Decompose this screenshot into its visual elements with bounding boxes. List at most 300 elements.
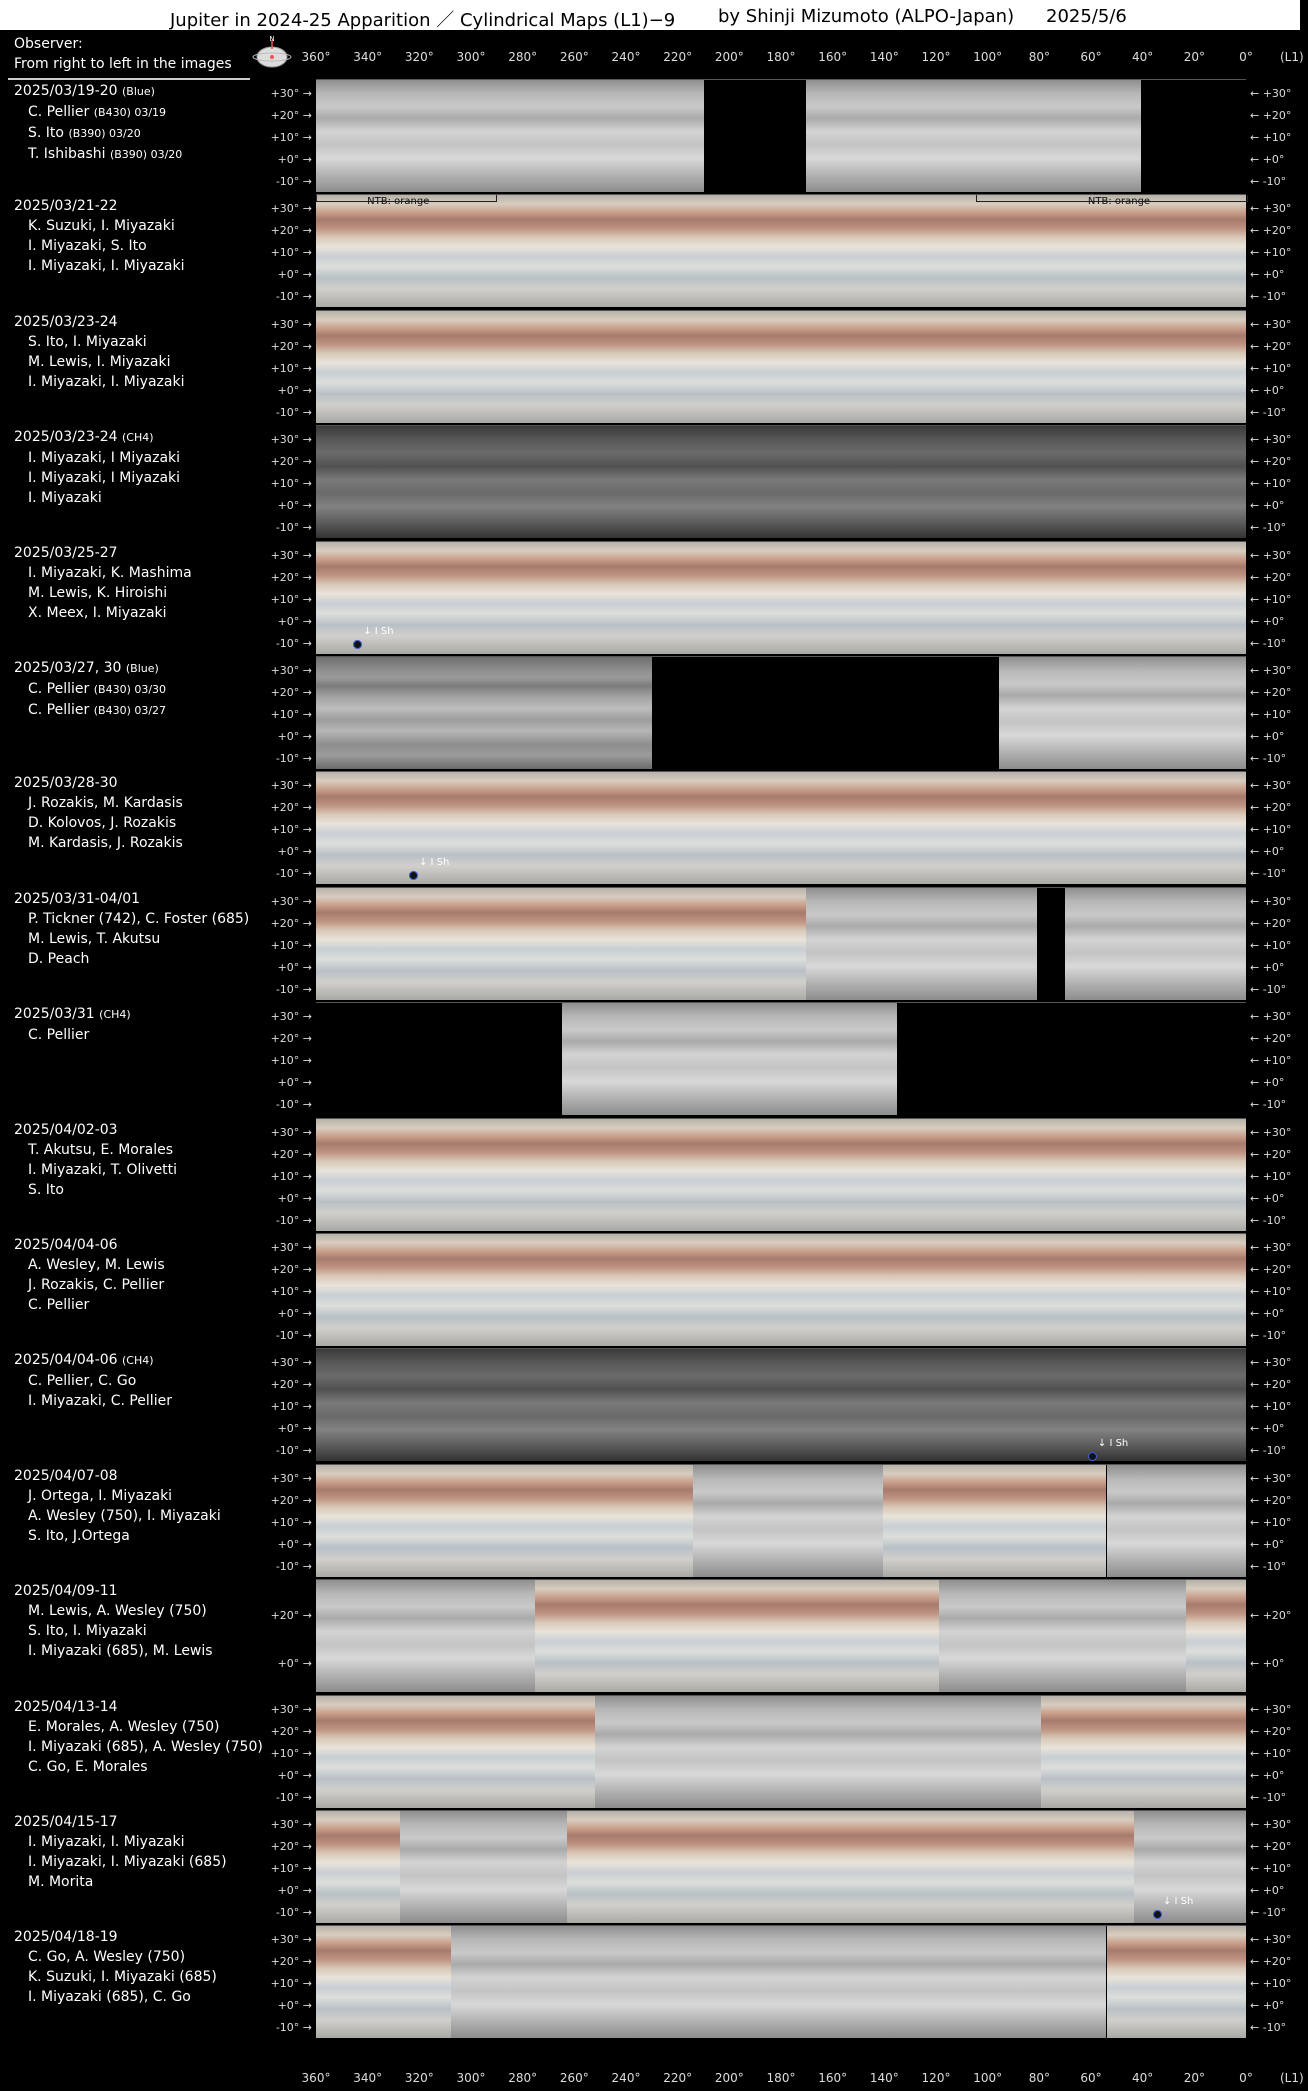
latitude-tick: +10° → <box>270 246 312 260</box>
latitude-tick: ← +0° <box>1250 268 1285 282</box>
latitude-tick: ← -10° <box>1250 867 1287 881</box>
latitude-tick: +30° → <box>270 1125 312 1139</box>
longitude-tick: 220° <box>663 50 693 64</box>
latitude-tick: +20° → <box>270 1147 312 1161</box>
latitude-tick: ← +0° <box>1250 1422 1285 1436</box>
latitude-tick: ← +10° <box>1250 1977 1292 1991</box>
latitude-axis-left <box>262 1464 314 1576</box>
latitude-tick: +30° → <box>270 1471 312 1485</box>
observer-line: I. Miyazaki (685), M. Lewis <box>28 1643 213 1660</box>
latitude-axis-right <box>1248 1579 1308 1691</box>
latitude-tick: ← +10° <box>1250 708 1292 721</box>
latitude-tick: +0° → <box>277 730 312 743</box>
latitude-tick: +10° → <box>270 1169 312 1183</box>
strip-date: 2025/03/31-04/01 <box>14 890 141 907</box>
strip-filter: (CH4) <box>122 1354 154 1368</box>
latitude-tick: +20° → <box>270 1955 312 1969</box>
strip-date: 2025/04/04-06 (CH4) <box>14 1352 154 1369</box>
observer-line: I. Miyazaki, C. Pellier <box>28 1393 172 1410</box>
strip-label <box>14 1120 177 1200</box>
latitude-tick: ← +20° <box>1250 224 1292 238</box>
latitude-tick: +20° → <box>270 1032 312 1046</box>
cylindrical-map <box>316 1233 1246 1346</box>
cylindrical-map <box>316 79 1246 192</box>
latitude-tick: ← +10° <box>1250 823 1292 837</box>
latitude-tick: ← +10° <box>1250 1285 1292 1298</box>
map-strip <box>0 1579 1300 1694</box>
strip-date: 2025/03/27, 30 (Blue) <box>14 660 159 676</box>
latitude-tick: -10° → <box>275 1329 312 1342</box>
longitude-tick: 60° <box>1080 2071 1102 2085</box>
latitude-tick: ← +10° <box>1250 938 1292 952</box>
map-image-segment <box>883 1926 1106 2038</box>
latitude-axis-left <box>262 887 314 999</box>
latitude-tick: ← +30° <box>1250 202 1292 216</box>
observer-filter: (B390) 03/20 <box>109 148 183 161</box>
latitude-tick: +0° → <box>277 1657 312 1671</box>
cylindrical-map <box>316 1118 1246 1231</box>
latitude-axis-right <box>1248 194 1308 306</box>
observer-line: T. Ishibashi (B390) 03/20 <box>28 146 183 162</box>
latitude-axis-left <box>262 1925 314 2037</box>
observer-line: I. Miyazaki, I. Miyazaki <box>28 1834 185 1850</box>
observer-line: X. Meex, I. Miyazaki <box>28 604 167 621</box>
observer-line: S. Ito <box>28 1181 64 1198</box>
longitude-tick: 300° <box>456 50 486 64</box>
strip-date: 2025/03/28-30 <box>14 775 118 792</box>
cylindrical-map <box>316 310 1246 423</box>
latitude-tick: -10° → <box>275 1559 312 1573</box>
strip-date: 2025/04/09-11 <box>14 1583 118 1600</box>
latitude-tick: +0° → <box>277 153 312 166</box>
map-image-segment <box>567 1811 1134 1923</box>
observer-line: T. Akutsu, E. Morales <box>28 1141 173 1158</box>
latitude-tick: ← -10° <box>1250 405 1287 419</box>
strip-date: 2025/03/23-24 (CH4) <box>14 429 154 446</box>
observer-line: C. Go, A. Wesley (750) <box>28 1949 186 1966</box>
map-image-segment <box>316 1696 595 1808</box>
cylindrical-map <box>316 1925 1246 2038</box>
strip-date: 2025/04/04-06 <box>14 1237 118 1253</box>
observer-line: M. Lewis, T. Akutsu <box>28 930 161 947</box>
latitude-axis-left <box>262 541 314 653</box>
latitude-tick: +10° → <box>270 1515 312 1529</box>
latitude-tick: +30° → <box>270 317 312 331</box>
map-strip <box>0 887 1300 1002</box>
latitude-tick: ← +20° <box>1250 1147 1292 1161</box>
longitude-tick: 180° <box>766 50 796 64</box>
system-label: (L1) <box>1280 2071 1304 2085</box>
map-image-segment <box>316 1580 535 1692</box>
observer-filter: (B390) 03/20 <box>68 127 141 140</box>
map-image-segment <box>883 1465 1106 1577</box>
latitude-tick: -10° → <box>275 636 312 650</box>
strip-label <box>14 1812 227 1892</box>
author-credit: by Shinji Mizumoto (ALPO-Japan) <box>718 6 1015 27</box>
latitude-tick: ← -10° <box>1250 982 1287 996</box>
latitude-tick: ← -10° <box>1250 1098 1287 1112</box>
latitude-tick: +10° → <box>270 1400 312 1414</box>
strip-filter: (CH4) <box>122 431 154 445</box>
observer-line: C. Pellier (B430) 03/27 <box>28 702 167 718</box>
latitude-tick: ← +20° <box>1250 455 1292 469</box>
strip-filter: (Blue) <box>122 85 155 98</box>
longitude-tick: 0° <box>1239 2071 1253 2085</box>
latitude-tick: ← -10° <box>1250 1906 1287 1919</box>
latitude-tick: +20° → <box>270 339 312 353</box>
longitude-tick: 100° <box>973 50 1003 64</box>
longitude-tick: 180° <box>766 2071 796 2085</box>
latitude-tick: +30° → <box>270 87 312 100</box>
latitude-tick: +20° → <box>270 455 312 469</box>
longitude-tick: 340° <box>353 2071 383 2085</box>
latitude-tick: ← +10° <box>1250 1400 1292 1414</box>
latitude-axis-right <box>1248 1925 1308 2037</box>
map-strip <box>0 1925 1300 2040</box>
observer-line: I. Miyazaki, I Miyazaki <box>28 470 181 487</box>
latitude-tick: ← -10° <box>1250 1213 1287 1227</box>
longitude-tick: 80° <box>1028 50 1050 64</box>
map-strip <box>0 1810 1300 1925</box>
longitude-axis-bottom <box>0 2071 1304 2089</box>
latitude-tick: ← +10° <box>1250 1169 1292 1183</box>
latitude-axis-right <box>1248 1233 1308 1345</box>
longitude-tick: 320° <box>404 50 434 64</box>
latitude-tick: ← +0° <box>1250 1191 1285 1205</box>
strip-label <box>14 196 184 276</box>
latitude-tick: ← +0° <box>1250 499 1285 513</box>
cylindrical-map <box>316 771 1246 884</box>
latitude-tick: ← +0° <box>1250 153 1285 166</box>
latitude-tick: -10° → <box>275 1098 312 1112</box>
observer-line: J. Ortega, I. Miyazaki <box>28 1487 173 1504</box>
map-image-segment <box>451 1926 883 2038</box>
longitude-tick: 140° <box>869 50 899 64</box>
latitude-tick: ← +20° <box>1250 1378 1292 1392</box>
map-strip <box>0 1002 1300 1117</box>
latitude-tick: ← -10° <box>1250 2021 1287 2035</box>
latitude-axis-right <box>1248 1002 1308 1114</box>
longitude-tick: 200° <box>714 2071 744 2085</box>
latitude-tick: +10° → <box>270 477 312 491</box>
latitude-tick: ← +20° <box>1250 1724 1292 1738</box>
latitude-tick: +10° → <box>270 1285 312 1298</box>
latitude-tick: +30° → <box>270 548 312 562</box>
observer-line: M. Lewis, K. Hiroishi <box>28 584 168 601</box>
latitude-tick: ← -10° <box>1250 521 1287 535</box>
map-image-segment <box>939 1580 1185 1692</box>
latitude-tick: ← +20° <box>1250 801 1292 815</box>
latitude-tick: ← +30° <box>1250 87 1292 100</box>
strip-date: 2025/03/23-24 <box>14 313 118 330</box>
observer-line: S. Ito, J.Ortega <box>28 1527 130 1544</box>
cylindrical-map <box>316 1002 1246 1115</box>
cylindrical-map <box>316 1579 1246 1692</box>
latitude-tick: +30° → <box>270 779 312 793</box>
longitude-tick: 20° <box>1183 50 1205 64</box>
map-image-segment <box>999 657 1246 769</box>
latitude-tick: +10° → <box>270 708 312 721</box>
longitude-axis-top <box>0 50 1304 68</box>
cylindrical-map <box>316 1810 1246 1923</box>
latitude-tick: +10° → <box>270 361 312 375</box>
latitude-tick: ← +30° <box>1250 1010 1292 1024</box>
longitude-tick: 120° <box>921 2071 951 2085</box>
latitude-tick: ← +20° <box>1250 339 1292 353</box>
latitude-axis-left <box>262 1118 314 1230</box>
map-image-segment <box>316 1234 1246 1346</box>
latitude-tick: -10° → <box>275 290 312 304</box>
map-image-segment <box>1107 1926 1247 2038</box>
observer-line: S. Ito, I. Miyazaki <box>28 1623 147 1640</box>
observer-filter: (B430) 03/30 <box>93 683 167 696</box>
page-date: 2025/5/6 <box>1046 6 1127 27</box>
strip-label <box>14 1235 165 1315</box>
latitude-axis-right <box>1248 541 1308 653</box>
strip-date: 2025/04/13-14 <box>14 1698 118 1715</box>
strip-date: 2025/03/21-22 <box>14 198 118 215</box>
page-title: Jupiter in 2024-25 Apparition ／ Cylindrical Maps (L1)−9 <box>170 10 676 31</box>
observer-line: M. Lewis, A. Wesley (750) <box>28 1603 207 1620</box>
longitude-tick: 20° <box>1183 2071 1205 2085</box>
map-strip <box>0 310 1300 425</box>
map-image-segment <box>1041 1696 1246 1808</box>
latitude-tick: +20° → <box>270 1609 312 1623</box>
latitude-tick: +0° → <box>277 1768 312 1782</box>
latitude-tick: -10° → <box>275 1906 312 1919</box>
ntb-annotation: NTB: orange <box>367 196 430 208</box>
cylindrical-map <box>316 194 1246 307</box>
latitude-tick: ← +10° <box>1250 592 1292 606</box>
latitude-tick: ← +20° <box>1250 1263 1292 1276</box>
latitude-tick: ← +30° <box>1250 779 1292 793</box>
map-image-segment <box>1065 888 1246 1000</box>
longitude-tick: 260° <box>559 2071 589 2085</box>
map-image-segment <box>535 1580 679 1692</box>
longitude-tick: 220° <box>663 2071 693 2085</box>
latitude-tick: +0° → <box>277 499 312 513</box>
longitude-tick: 360° <box>301 50 331 64</box>
strip-label <box>14 1004 131 1045</box>
latitude-tick: +20° → <box>270 1493 312 1507</box>
map-strip <box>0 1233 1300 1348</box>
cylindrical-map <box>316 1348 1246 1461</box>
latitude-axis-right <box>1248 1348 1308 1460</box>
latitude-tick: +10° → <box>270 823 312 837</box>
longitude-tick: 0° <box>1239 50 1253 64</box>
latitude-tick: ← +10° <box>1250 246 1292 260</box>
observer-line: M. Morita <box>28 1874 94 1890</box>
latitude-tick: ← -10° <box>1250 1790 1287 1804</box>
latitude-axis-right <box>1248 310 1308 422</box>
latitude-axis-right <box>1248 425 1308 537</box>
map-image-segment <box>806 888 1037 1000</box>
map-strip <box>0 1695 1300 1810</box>
map-strip <box>0 425 1300 540</box>
latitude-tick: ← +0° <box>1250 845 1285 859</box>
latitude-tick: +20° → <box>270 916 312 930</box>
observer-line: A. Wesley (750), I. Miyazaki <box>28 1507 221 1524</box>
latitude-axis-left <box>262 771 314 883</box>
latitude-tick: ← +30° <box>1250 1818 1292 1831</box>
latitude-tick: ← +30° <box>1250 433 1292 447</box>
longitude-tick: 60° <box>1080 50 1102 64</box>
latitude-tick: -10° → <box>275 1444 312 1458</box>
strip-filter: (CH4) <box>99 1008 131 1022</box>
latitude-tick: ← +30° <box>1250 894 1292 908</box>
latitude-axis-left <box>262 194 314 306</box>
latitude-tick: ← +0° <box>1250 1657 1285 1671</box>
map-image-segment <box>1107 1465 1247 1577</box>
longitude-tick: 160° <box>818 50 848 64</box>
cylindrical-map <box>316 425 1246 538</box>
latitude-tick: +30° → <box>270 1933 312 1947</box>
latitude-axis-left <box>262 425 314 537</box>
latitude-axis-left <box>262 1810 314 1922</box>
latitude-tick: ← +30° <box>1250 1933 1292 1947</box>
latitude-tick: ← -10° <box>1250 752 1287 765</box>
latitude-tick: ← -10° <box>1250 175 1287 188</box>
map-image-segment <box>316 1119 1246 1231</box>
longitude-tick: 300° <box>456 2071 486 2085</box>
cylindrical-map <box>316 887 1246 1000</box>
latitude-tick: ← +0° <box>1250 1999 1285 2013</box>
latitude-axis-right <box>1248 656 1308 768</box>
map-strip <box>0 1118 1300 1233</box>
map-image-segment <box>316 311 1246 423</box>
latitude-tick: +0° → <box>277 1191 312 1205</box>
latitude-tick: -10° → <box>275 752 312 765</box>
cylindrical-map <box>316 656 1246 769</box>
moon-shadow-spot <box>409 871 418 880</box>
observer-line: I. Miyazaki, S. Ito <box>28 238 147 255</box>
map-image-segment <box>316 888 806 1000</box>
observer-line: P. Tickner (742), C. Foster (685) <box>28 910 250 927</box>
latitude-tick: +0° → <box>277 1999 312 2013</box>
latitude-tick: ← +10° <box>1250 1862 1292 1875</box>
latitude-tick: ← +30° <box>1250 1241 1292 1254</box>
observer-line: I. Miyazaki (685), A. Wesley (750) <box>28 1738 263 1755</box>
latitude-axis-left <box>262 1695 314 1807</box>
shadow-annotation: ↓ I Sh <box>1163 1895 1194 1907</box>
latitude-tick: +30° → <box>270 1356 312 1370</box>
latitude-tick: +30° → <box>270 1818 312 1831</box>
latitude-axis-right <box>1248 1118 1308 1230</box>
strip-filter: (Blue) <box>125 662 159 675</box>
strip-date: 2025/03/31 (CH4) <box>14 1006 131 1023</box>
moon-shadow-spot <box>1153 1910 1162 1919</box>
observer-line: C. Pellier <box>28 1297 90 1313</box>
observer-line: I. Miyazaki, K. Mashima <box>28 564 192 581</box>
latitude-axis-right <box>1248 79 1308 191</box>
system-label: (L1) <box>1280 50 1304 64</box>
map-image-segment <box>316 426 1246 538</box>
latitude-tick: +10° → <box>270 131 312 144</box>
observer-line: M. Lewis, I. Miyazaki <box>28 353 171 370</box>
latitude-axis-right <box>1248 887 1308 999</box>
latitude-tick: ← +20° <box>1250 1032 1292 1046</box>
longitude-tick: 280° <box>508 50 538 64</box>
latitude-tick: -10° → <box>275 405 312 419</box>
latitude-tick: +0° → <box>277 1884 312 1897</box>
cylindrical-map <box>316 1695 1246 1808</box>
latitude-tick: ← +20° <box>1250 916 1292 930</box>
map-image-segment <box>400 1811 567 1923</box>
latitude-tick: ← +20° <box>1250 1955 1292 1969</box>
longitude-tick: 240° <box>611 2071 641 2085</box>
latitude-tick: +20° → <box>270 1724 312 1738</box>
map-strip <box>0 771 1300 886</box>
strip-label <box>14 1350 172 1411</box>
longitude-tick: 360° <box>301 2071 331 2085</box>
latitude-tick: ← +30° <box>1250 664 1292 677</box>
latitude-tick: ← -10° <box>1250 1559 1287 1573</box>
latitude-tick: ← +0° <box>1250 730 1285 743</box>
latitude-axis-left <box>262 1233 314 1345</box>
latitude-tick: ← +0° <box>1250 960 1285 974</box>
latitude-axis-left <box>262 1579 314 1691</box>
observer-line: I. Miyazaki, I Miyazaki <box>28 450 181 467</box>
strip-label <box>14 773 183 853</box>
strip-label <box>14 658 166 721</box>
latitude-tick: ← +0° <box>1250 614 1285 628</box>
observer-line: J. Rozakis, M. Kardasis <box>28 795 183 812</box>
latitude-tick: ← +0° <box>1250 383 1285 397</box>
shadow-annotation: ↓ I Sh <box>419 856 450 868</box>
observer-line: K. Suzuki, I. Miyazaki <box>28 218 175 235</box>
latitude-tick: ← +20° <box>1250 570 1292 584</box>
latitude-tick: ← +20° <box>1250 109 1292 122</box>
latitude-tick: ← -10° <box>1250 290 1287 304</box>
map-strip <box>0 1464 1300 1579</box>
latitude-tick: +10° → <box>270 592 312 606</box>
latitude-tick: ← +20° <box>1250 686 1292 699</box>
latitude-tick: +0° → <box>277 845 312 859</box>
latitude-tick: ← +30° <box>1250 1125 1292 1139</box>
latitude-tick: ← +20° <box>1250 1840 1292 1853</box>
latitude-axis-left <box>262 310 314 422</box>
latitude-tick: +30° → <box>270 1702 312 1716</box>
observer-filter: (B430) 03/27 <box>93 704 167 717</box>
longitude-tick: 80° <box>1028 2071 1050 2085</box>
latitude-tick: +20° → <box>270 224 312 238</box>
latitude-tick: +10° → <box>270 1977 312 1991</box>
latitude-tick: ← +10° <box>1250 477 1292 491</box>
map-image-segment <box>1186 1580 1246 1692</box>
latitude-tick: ← +10° <box>1250 1515 1292 1529</box>
latitude-tick: ← +0° <box>1250 1076 1285 1090</box>
map-strip <box>0 79 1300 194</box>
longitude-tick: 280° <box>508 2071 538 2085</box>
latitude-tick: +10° → <box>270 1746 312 1760</box>
cylindrical-map <box>316 1464 1246 1577</box>
latitude-axis-right <box>1248 1695 1308 1807</box>
observer-line: I. Miyazaki, I. Miyazaki (685) <box>28 1854 227 1870</box>
strip-label <box>14 1927 217 2007</box>
observer-line: J. Rozakis, C. Pellier <box>28 1277 165 1293</box>
latitude-tick: +10° → <box>270 938 312 952</box>
map-image-segment <box>693 1465 884 1577</box>
latitude-tick: -10° → <box>275 982 312 996</box>
latitude-tick: ← +10° <box>1250 131 1292 144</box>
latitude-tick: -10° → <box>275 2021 312 2035</box>
latitude-tick: +20° → <box>270 109 312 122</box>
map-image-segment <box>316 195 1246 307</box>
longitude-tick: 340° <box>353 50 383 64</box>
longitude-tick: 40° <box>1132 2071 1154 2085</box>
observer-line: S. Ito, I. Miyazaki <box>28 333 147 350</box>
latitude-tick: ← -10° <box>1250 636 1287 650</box>
